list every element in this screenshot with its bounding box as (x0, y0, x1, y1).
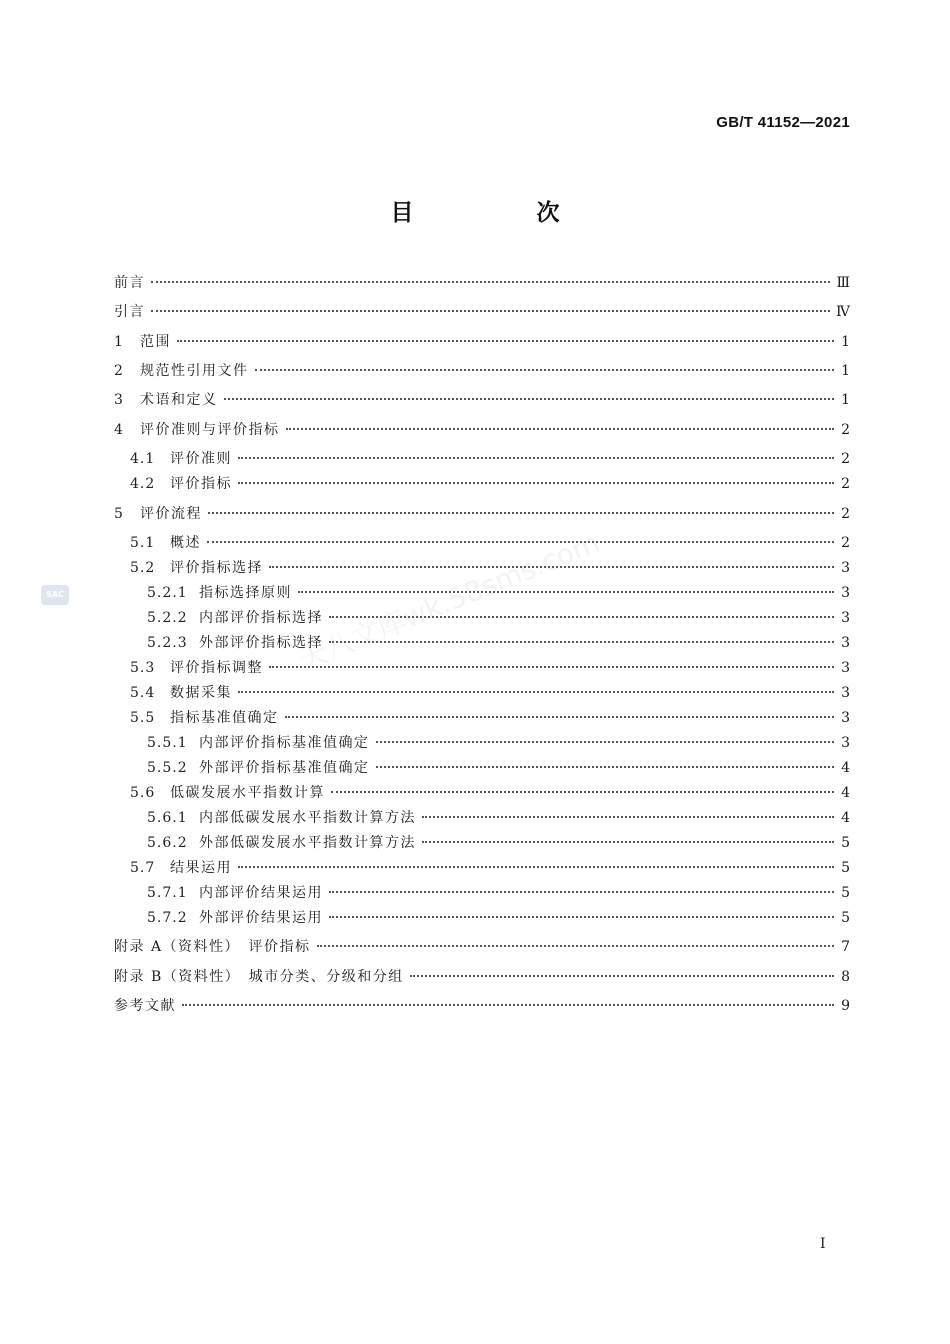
toc-entry-label: 外部低碳发展水平指数计算方法 (199, 835, 416, 851)
toc-entry-page: 1 (841, 392, 850, 408)
toc-entry-label: 内部评价结果运用 (199, 885, 323, 901)
toc-entry-number: 5.2 (130, 560, 156, 576)
toc-entry-page: 2 (841, 535, 850, 551)
page-title: 目 次 (390, 200, 610, 226)
toc-entry-label: 低碳发展水平指数计算 (170, 785, 325, 801)
toc-entry-label: 数据采集 (170, 685, 232, 701)
toc-entry-number: 5.3 (130, 660, 156, 676)
dot-leader (182, 1004, 834, 1006)
dot-leader (238, 457, 834, 459)
dot-leader (317, 945, 834, 947)
toc-entry[interactable] (114, 330, 850, 354)
toc-entry[interactable] (130, 781, 850, 805)
toc-entry-label: 评价指标调整 (170, 660, 263, 676)
dot-leader (207, 541, 834, 543)
dot-leader (224, 398, 835, 400)
toc-entry-page: 4 (841, 810, 850, 826)
toc-entry[interactable] (114, 388, 850, 412)
toc-entry-label: 评价准则 (170, 451, 232, 467)
toc-entry[interactable] (130, 656, 850, 680)
dot-leader (238, 482, 834, 484)
toc-entry[interactable] (114, 502, 850, 526)
watermark-text: 天八文库wk.58sms.com (294, 525, 605, 677)
toc-entry-page: 3 (841, 660, 850, 676)
dot-leader (269, 566, 834, 568)
toc-entry-number: 5.2.3 (147, 635, 188, 651)
toc-entry[interactable] (114, 271, 850, 295)
toc-entry-number: 2 (114, 363, 124, 379)
dot-leader (238, 691, 834, 693)
page-number: I (820, 1236, 826, 1252)
toc-entry-page: 3 (841, 610, 850, 626)
toc-entry-number: 5.1 (130, 535, 156, 551)
toc-entry-page: 3 (841, 635, 850, 651)
toc-entry-page: 3 (841, 710, 850, 726)
dot-leader (329, 916, 834, 918)
toc-entry-number: 5.5.2 (147, 760, 188, 776)
toc-entry-label: 术语和定义 (140, 392, 218, 408)
toc-entry[interactable] (114, 935, 850, 959)
toc-entry-page: 2 (841, 506, 850, 522)
dot-leader (376, 741, 835, 743)
toc-entry-page: 4 (841, 785, 850, 801)
toc-entry[interactable] (130, 706, 850, 730)
toc-entry-label: 参考文献 (114, 998, 176, 1014)
toc-entry[interactable] (147, 906, 850, 930)
dot-leader (329, 891, 834, 893)
toc-entry-number: 5.4 (130, 685, 156, 701)
toc-entry-label: 结果运用 (170, 860, 232, 876)
toc-entry-page: 1 (841, 334, 850, 350)
standard-code: GB/T 41152—2021 (716, 114, 850, 131)
toc-entry-number: 5.6.2 (147, 835, 188, 851)
dot-leader (298, 591, 834, 593)
dot-leader (422, 816, 834, 818)
toc-entry-page: 5 (841, 885, 850, 901)
toc-entry-label: 范围 (140, 334, 171, 350)
toc-entry-page: 2 (841, 422, 850, 438)
toc-entry[interactable] (147, 881, 850, 905)
dot-leader (422, 841, 834, 843)
toc-entry-label: 指标选择原则 (199, 585, 292, 601)
toc-entry-label: 概述 (170, 535, 201, 551)
toc-entry-number: 5 (114, 506, 124, 522)
toc-entry[interactable] (147, 606, 850, 630)
dot-leader (331, 791, 834, 793)
toc-entry-label: 评价流程 (140, 506, 202, 522)
toc-entry-page: 3 (841, 735, 850, 751)
toc-entry-number: 5.2.1 (147, 585, 188, 601)
toc-entry[interactable] (147, 756, 850, 780)
toc-entry[interactable] (114, 300, 850, 324)
toc-entry-label: 外部评价结果运用 (199, 910, 323, 926)
toc-entry-page: Ⅳ (836, 304, 850, 320)
toc-entry-number: 5.5.1 (147, 735, 188, 751)
toc-entry-number: 5.7 (130, 860, 156, 876)
dot-leader (269, 666, 834, 668)
toc-entry-label: 附录 B（资料性） 城市分类、分级和分组 (114, 969, 404, 985)
dot-leader (286, 428, 835, 430)
toc-entry-label: 内部低碳发展水平指数计算方法 (199, 810, 416, 826)
toc-entry-number: 5.7.2 (147, 910, 188, 926)
toc-entry-page: 7 (841, 939, 850, 955)
toc-entry-label: 评价准则与评价指标 (140, 422, 280, 438)
toc-entry-page: 5 (841, 860, 850, 876)
toc-entry-number: 5.5 (130, 710, 156, 726)
toc-entry-label: 引言 (114, 304, 145, 320)
toc-entry-number: 5.6.1 (147, 810, 188, 826)
toc-entry-page: 1 (841, 363, 850, 379)
toc-entry[interactable] (147, 831, 850, 855)
toc-entry[interactable] (147, 581, 850, 605)
toc-entry[interactable] (130, 531, 850, 555)
toc-entry-page: 5 (841, 910, 850, 926)
dot-leader (285, 716, 835, 718)
toc-entry-label: 指标基准值确定 (170, 710, 279, 726)
dot-leader (208, 512, 834, 514)
toc-entry[interactable] (130, 447, 850, 471)
toc-entry-number: 1 (114, 334, 124, 350)
sac-logo-icon: SAC (41, 585, 69, 605)
dot-leader (238, 866, 834, 868)
toc-entry-label: 评价指标 (170, 476, 232, 492)
toc-entry-number: 5.7.1 (147, 885, 188, 901)
toc-entry-page: Ⅲ (836, 275, 850, 291)
toc-entry[interactable] (130, 681, 850, 705)
toc-entry-label: 附录 A（资料性） 评价指标 (114, 939, 311, 955)
toc-entry-number: 4 (114, 422, 124, 438)
toc-entry-number: 3 (114, 392, 124, 408)
toc-entry-number: 5.2.2 (147, 610, 188, 626)
toc-entry[interactable] (147, 806, 850, 830)
dot-leader (329, 641, 834, 643)
toc-entry-number: 5.6 (130, 785, 156, 801)
toc-entry-number: 4.2 (130, 476, 156, 492)
toc-entry[interactable] (114, 418, 850, 442)
dot-leader (151, 281, 830, 283)
toc-entry[interactable] (130, 472, 850, 496)
toc-entry[interactable] (147, 631, 850, 655)
toc-entry-page: 2 (841, 476, 850, 492)
dot-leader (151, 310, 830, 312)
toc-entry-page: 4 (841, 760, 850, 776)
toc-entry-page: 3 (841, 560, 850, 576)
toc-entry[interactable] (130, 856, 850, 880)
toc-entry-label: 内部评价指标基准值确定 (199, 735, 370, 751)
toc-entry[interactable] (114, 994, 850, 1018)
toc-entry-page: 8 (841, 969, 850, 985)
dot-leader (329, 616, 834, 618)
toc-entry[interactable] (147, 731, 850, 755)
toc-entry-label: 规范性引用文件 (140, 363, 249, 379)
toc-entry[interactable] (114, 359, 850, 383)
toc-entry-page: 9 (841, 998, 850, 1014)
toc-entry[interactable] (114, 965, 850, 989)
toc-entry-page: 2 (841, 451, 850, 467)
toc-entry-number: 4.1 (130, 451, 156, 467)
toc-entry-label: 内部评价指标选择 (199, 610, 323, 626)
toc-entry-label: 外部评价指标基准值确定 (199, 760, 370, 776)
dot-leader (376, 766, 835, 768)
dot-leader (255, 369, 835, 371)
dot-leader (410, 975, 834, 977)
toc-entry[interactable] (130, 556, 850, 580)
dot-leader (177, 340, 834, 342)
toc-entry-page: 3 (841, 685, 850, 701)
toc-entry-page: 3 (841, 585, 850, 601)
toc-entry-page: 5 (841, 835, 850, 851)
toc-entry-label: 评价指标选择 (170, 560, 263, 576)
toc-entry-label: 前言 (114, 275, 145, 291)
toc-entry-label: 外部评价指标选择 (199, 635, 323, 651)
